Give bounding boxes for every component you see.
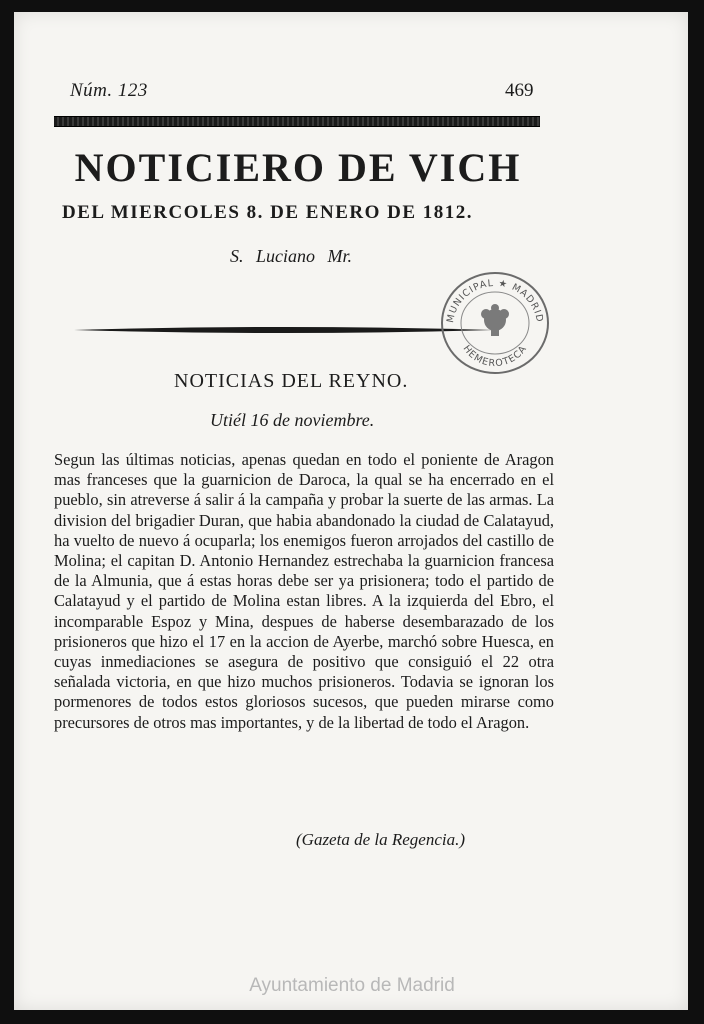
- page-number: 469: [505, 80, 534, 101]
- stamp-text-top: MUNICIPAL ★ MADRID: [444, 277, 545, 324]
- header-rule: [54, 116, 540, 127]
- archive-watermark: Ayuntamiento de Madrid: [249, 975, 455, 996]
- issue-date: DEL MIERCOLES 8. DE ENERO DE 1812.: [62, 202, 474, 223]
- tapered-divider: [74, 323, 494, 337]
- newspaper-page: [14, 12, 688, 1010]
- library-stamp: [439, 270, 551, 376]
- coat-of-arms-icon: [481, 304, 509, 336]
- svg-text:HEMEROTECA: [461, 343, 530, 369]
- article-source: (Gazeta de la Regencia.): [296, 830, 465, 849]
- section-heading: NOTICIAS DEL REYNO.: [174, 370, 409, 392]
- stamp-text-bottom: HEMEROTECA: [460, 343, 530, 370]
- newspaper-title: NOTICIERO DE VICH: [74, 145, 522, 190]
- saint-of-day: S. Luciano Mr.: [230, 246, 353, 266]
- article-dateline: Utiél 16 de noviembre.: [210, 410, 375, 430]
- issue-number: Núm. 123: [70, 80, 148, 101]
- article-body: Segun las últimas noticias, apenas quedan en todo el poniente de Aragon mas franceses que la guarnicion de Daroca, la qual se ha encerrado en el pueblo, sin atreverse á salir á la campaña y probar la suerte de las armas. La division del brigadier Duran, que habia abandonado la ciudad de Calatayud, ha vuelto de nuevo á ocuparla; los enemigos fueron arrojados del castillo de Molina; el capitan D. Antonio Hernandez estrechaba la guarnicion francesa de la Almunia, que á estas horas debe ser ya prisionera; todo el partido de Calatayud y el partido de Molina estan libres. A la izquierda del Ebro, el incomparable Espoz y Mina, despues de haberse desembarazado de los prisioneros que hizo el 17 en la accion de Ayerbe, marchó sobre Huesca, en cuyas inmediaciones se asegura de positivo que consiguió el 22 otra señalada victoria, en que hizo muchos prisioneros. Todavia se ignoran los pormenores de todos estos gloriosos sucesos, que pueden mirarse como precursores de otros mas importantes, y de la libertad de todo el Aragon.: [54, 450, 554, 732]
